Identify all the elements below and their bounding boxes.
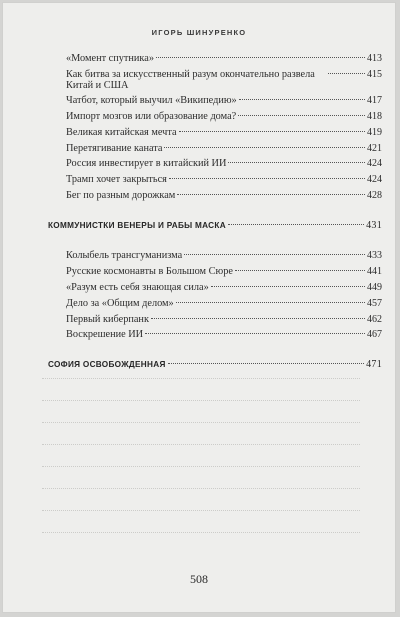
dot-leader: [145, 333, 365, 334]
toc-entry-page: 424: [367, 174, 382, 186]
dot-leader: [156, 57, 365, 58]
toc-entry-title: «Разум есть себя знающая сила»: [66, 281, 209, 293]
toc-entry: [48, 96, 382, 112]
toc-entry: [48, 191, 382, 207]
toc-entry-title: Трамп хочет закрыться: [66, 174, 167, 186]
toc-entry: [48, 267, 382, 283]
dot-leader: [228, 162, 365, 163]
running-head: ИГОРЬ ШИНУРЕНКО: [151, 28, 247, 37]
toc-entry: [48, 330, 382, 346]
toc-entry: [48, 112, 382, 128]
toc-entry-page: 467: [367, 329, 382, 341]
dot-leader: [184, 254, 365, 255]
toc-entry-title: Колыбель трансгуманизма: [66, 250, 183, 262]
toc-entry: [48, 175, 382, 191]
book-page: [2, 2, 396, 613]
toc-entry-page: 419: [367, 126, 382, 138]
toc-entry-page: 413: [367, 53, 382, 64]
toc-entry-title: Бег по разным дорожкам: [66, 190, 176, 202]
toc-entry-title: Россия инвестирует в китайский ИИ: [66, 158, 227, 170]
dot-leader: [168, 363, 364, 364]
dot-leader: [239, 99, 365, 100]
toc-entry-title: «Момент спутника»: [66, 53, 154, 64]
toc-entry-title: Первый киберпанк: [66, 313, 149, 325]
dot-leader: [179, 131, 365, 132]
toc-entry: [48, 299, 382, 315]
bleed-through-line: [42, 488, 360, 489]
toc-entry-title: Чатбот, который выучил «Википедию»: [66, 94, 237, 106]
toc-entry: [48, 251, 382, 267]
toc-part-entry: [48, 221, 382, 237]
toc-entry-page: 431: [366, 220, 382, 232]
dot-leader: [176, 302, 365, 303]
dot-leader: [328, 73, 365, 74]
dot-leader: [164, 147, 365, 148]
page-number: 508: [190, 572, 208, 586]
bleed-through-line: [42, 532, 360, 533]
dot-leader: [169, 178, 365, 179]
dot-leader: [211, 286, 365, 287]
toc-entry-page: 471: [366, 359, 382, 371]
toc-entry-page: 424: [367, 158, 382, 170]
toc-entry-title: КОММУНИСТКИ ВЕНЕРЫ И РАБЫ МАСКА: [48, 221, 226, 231]
dot-leader: [228, 224, 364, 225]
toc-entry: [48, 283, 382, 299]
toc-entry-page: 415: [367, 68, 382, 80]
toc-entry-page: 441: [367, 265, 382, 277]
bleed-through-line: [42, 510, 360, 511]
dot-leader: [235, 270, 365, 271]
dot-leader: [238, 115, 365, 116]
toc-entry-page: 421: [367, 142, 382, 154]
toc-entry-page: 457: [367, 297, 382, 309]
toc-entry: [48, 128, 382, 144]
toc-entry-title: Русские космонавты в Большом Сюре: [66, 265, 233, 277]
toc-entry: [48, 315, 382, 331]
toc-entry-page: 462: [367, 313, 382, 325]
toc-entry-title: Импорт мозгов или образование дома?: [66, 110, 237, 122]
toc-entry-page: 428: [367, 190, 382, 202]
toc-entry-page: 449: [367, 281, 382, 293]
toc-entry-title: СОФИЯ ОСВОБОЖДЕННАЯ: [48, 360, 166, 370]
toc-entry: [48, 54, 382, 70]
toc-entry: [48, 70, 382, 96]
bleed-through-line: [42, 422, 360, 423]
toc-entry-page: 433: [367, 250, 382, 262]
toc-entry-title: Как битва за искусственный разум окончательно развела Китай и США: [66, 68, 315, 91]
toc-entry: [48, 159, 382, 175]
toc-entry-title: Великая китайская мечта: [66, 126, 177, 138]
toc-entry-title: Дело за «Общим делом»: [66, 297, 174, 309]
toc-entry-page: 417: [367, 94, 382, 106]
dot-leader: [177, 194, 365, 195]
dot-leader: [151, 318, 365, 319]
toc-entry-title: Перетягивание каната: [66, 142, 163, 154]
table-of-contents: [48, 54, 382, 390]
toc-entry: [48, 144, 382, 160]
toc-entry-page: 418: [367, 110, 382, 122]
toc-entry-title: Воскрешение ИИ: [66, 329, 144, 341]
bleed-through-line: [42, 444, 360, 445]
bleed-through-line: [42, 378, 360, 379]
bleed-through-line: [42, 466, 360, 467]
toc-part-entry: [48, 360, 382, 376]
bleed-through-line: [42, 400, 360, 401]
